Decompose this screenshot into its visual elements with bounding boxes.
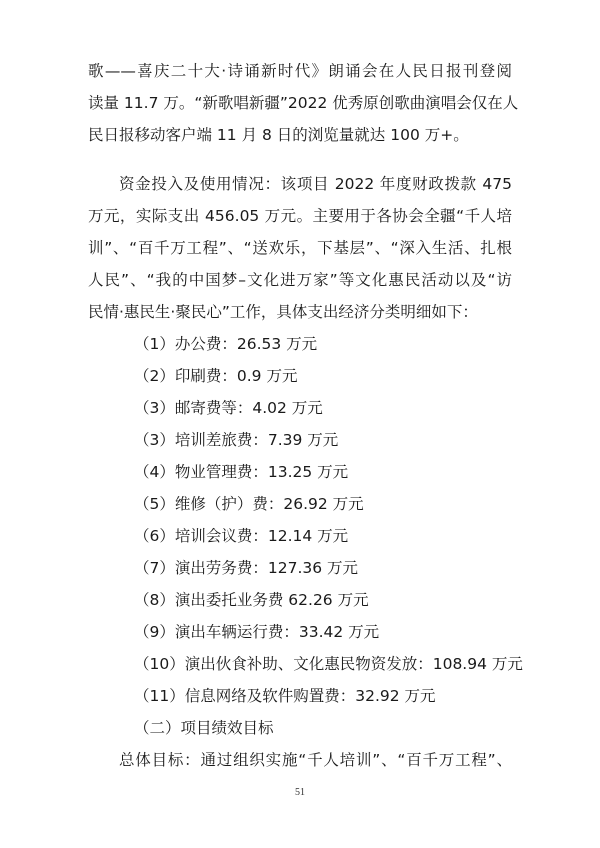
expense-item-meal-subsidy: （10）演出伙食补助、文化惠民物资发放：108.94 万元 [134, 655, 523, 673]
expense-item-network-software: （11）信息网络及软件购置费：32.92 万元 [134, 687, 436, 705]
expense-item-training-travel: （3）培训差旅费：7.39 万元 [134, 431, 339, 449]
expense-item-performance-vehicles: （9）演出车辆运行费：33.42 万元 [134, 623, 380, 641]
expense-item-printing: （2）印刷费：0.9 万元 [134, 367, 298, 385]
paragraph-1-line-2: 读量 11.7 万。“新歌唱新疆”2022 优秀原创歌曲演唱会仅在人 [88, 94, 519, 112]
paragraph-3-line-1: 总体目标：通过组织实施“千人培训”、“百千万工程”、 [119, 751, 512, 769]
paragraph-2-line-5: 民情·惠民生·聚民心”工作，具体支出经济分类明细如下： [88, 303, 478, 321]
paragraph-1-line-1: 歌——喜庆二十大·诗诵新时代》朗诵会在人民日报刊登阅 [88, 62, 512, 80]
paragraph-2-line-1: 资金投入及使用情况：该项目 2022 年度财政拨款 475 [119, 175, 512, 193]
paragraph-2-line-4: 人民”、“我的中国梦–文化进万家”等文化惠民活动以及“访 [88, 271, 512, 289]
expense-item-training-meetings: （6）培训会议费：12.14 万元 [134, 527, 349, 545]
expense-item-office: （1）办公费：26.53 万元 [134, 335, 318, 353]
page-number: 51 [295, 787, 305, 798]
expense-item-property-management: （4）物业管理费：13.25 万元 [134, 463, 349, 481]
expense-item-maintenance: （5）维修（护）费：26.92 万元 [134, 495, 364, 513]
expense-item-postage: （3）邮寄费等：4.02 万元 [134, 399, 323, 417]
expense-item-performance-labor: （7）演出劳务费：127.36 万元 [134, 559, 359, 577]
section-heading: （二）项目绩效目标 [134, 719, 274, 737]
paragraph-2-line-2: 万元，实际支出 456.05 万元。主要用于各协会全疆“千人培 [88, 207, 512, 225]
paragraph-2-line-3: 训”、“百千万工程”、“送欢乐，下基层”、“深入生活、扎根 [88, 239, 512, 257]
expense-item-performance-commission: （8）演出委托业务费 62.26 万元 [134, 591, 369, 609]
paragraph-1-line-3: 民日报移动客户端 11 月 8 日的浏览量就达 100 万+。 [88, 126, 469, 144]
